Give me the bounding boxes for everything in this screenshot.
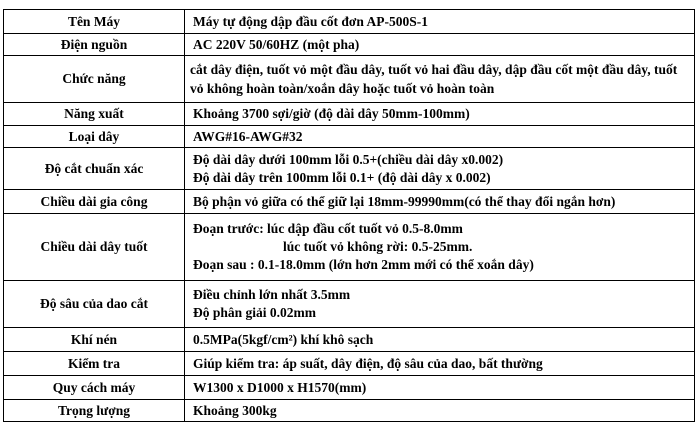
row-value (185, 148, 695, 190)
row-label: Điện nguồn (4, 34, 185, 56)
value-line: Điều chỉnh lớn nhất 3.5mm (193, 287, 351, 302)
table-row (4, 34, 695, 56)
row-label: Năng xuất (4, 103, 185, 126)
table-row (4, 400, 695, 422)
row-label: Độ sâu của dao cắt (4, 281, 185, 328)
row-value: Giúp kiểm tra: áp suất, dây điện, độ sâu của dao, bất thường (185, 352, 695, 376)
row-label: Chiều dài gia công (4, 190, 185, 214)
row-value: Bộ phận vỏ giữa có thể giữ lại 18mm-99990mm(có thể thay đổi ngắn hơn) (185, 190, 695, 214)
row-label: Quy cách máy (4, 376, 185, 400)
table-row (4, 281, 695, 328)
row-label: Tên Máy (4, 10, 185, 34)
table-row (4, 56, 695, 103)
table-row (4, 103, 695, 126)
value-line: Đoạn trước: lúc dập đầu cốt tuốt vỏ 0.5-8.0mm (193, 221, 463, 236)
table-row (4, 190, 695, 214)
spec-table (3, 9, 695, 422)
table-row (4, 376, 695, 400)
row-value: 0.5MPa(5kgf/cm²) khí khô sạch (185, 328, 695, 352)
row-label: Kiểm tra (4, 352, 185, 376)
table-row (4, 214, 695, 281)
row-label: Loại dây (4, 126, 185, 148)
value-line: Độ phân giải 0.02mm (193, 305, 317, 320)
table-row (4, 328, 695, 352)
row-value: cắt dây điện, tuốt vỏ một đầu dây, tuốt vỏ hai đầu dây, dập đầu cốt một đầu dây, tuốt vỏ không hoàn toàn/xoắn dây hoặc tuốt vỏ hoàn toàn (185, 56, 695, 103)
row-value: Khoảng 3700 sợi/giờ (độ dài dây 50mm-100mm) (185, 103, 695, 126)
row-value: Khoảng 300kg (185, 400, 695, 422)
row-value: AC 220V 50/60HZ (một pha) (185, 34, 695, 56)
value-line: Độ dài dây trên 100mm lỗi 0.1+ (độ dài dây x 0.002) (193, 169, 491, 185)
row-value: AWG#16-AWG#32 (185, 126, 695, 148)
row-value (185, 214, 695, 281)
row-label: Chức năng (4, 56, 185, 103)
table-row (4, 10, 695, 34)
value-line: lúc tuốt vỏ không rời: 0.5-25mm. (283, 239, 473, 254)
table-row (4, 148, 695, 190)
table-row (4, 352, 695, 376)
row-value (185, 281, 695, 328)
row-label: Trọng lượng (4, 400, 185, 422)
value-line: Độ dài dây dưới 100mm lỗi 0.5+(chiều dài dây x0.002) (193, 151, 504, 167)
row-label: Khí nén (4, 328, 185, 352)
row-value: W1300 x D1000 x H1570(mm) (185, 376, 695, 400)
row-value: Máy tự động dập đầu cốt đơn AP-500S-1 (185, 10, 695, 34)
value-line: Đoạn sau : 0.1-18.0mm (lớn hơn 2mm mới có thể xoắn dây) (193, 257, 534, 272)
row-label: Chiều dài dây tuốt (4, 214, 185, 281)
table-row (4, 126, 695, 148)
row-label: Độ cắt chuẩn xác (4, 148, 185, 190)
